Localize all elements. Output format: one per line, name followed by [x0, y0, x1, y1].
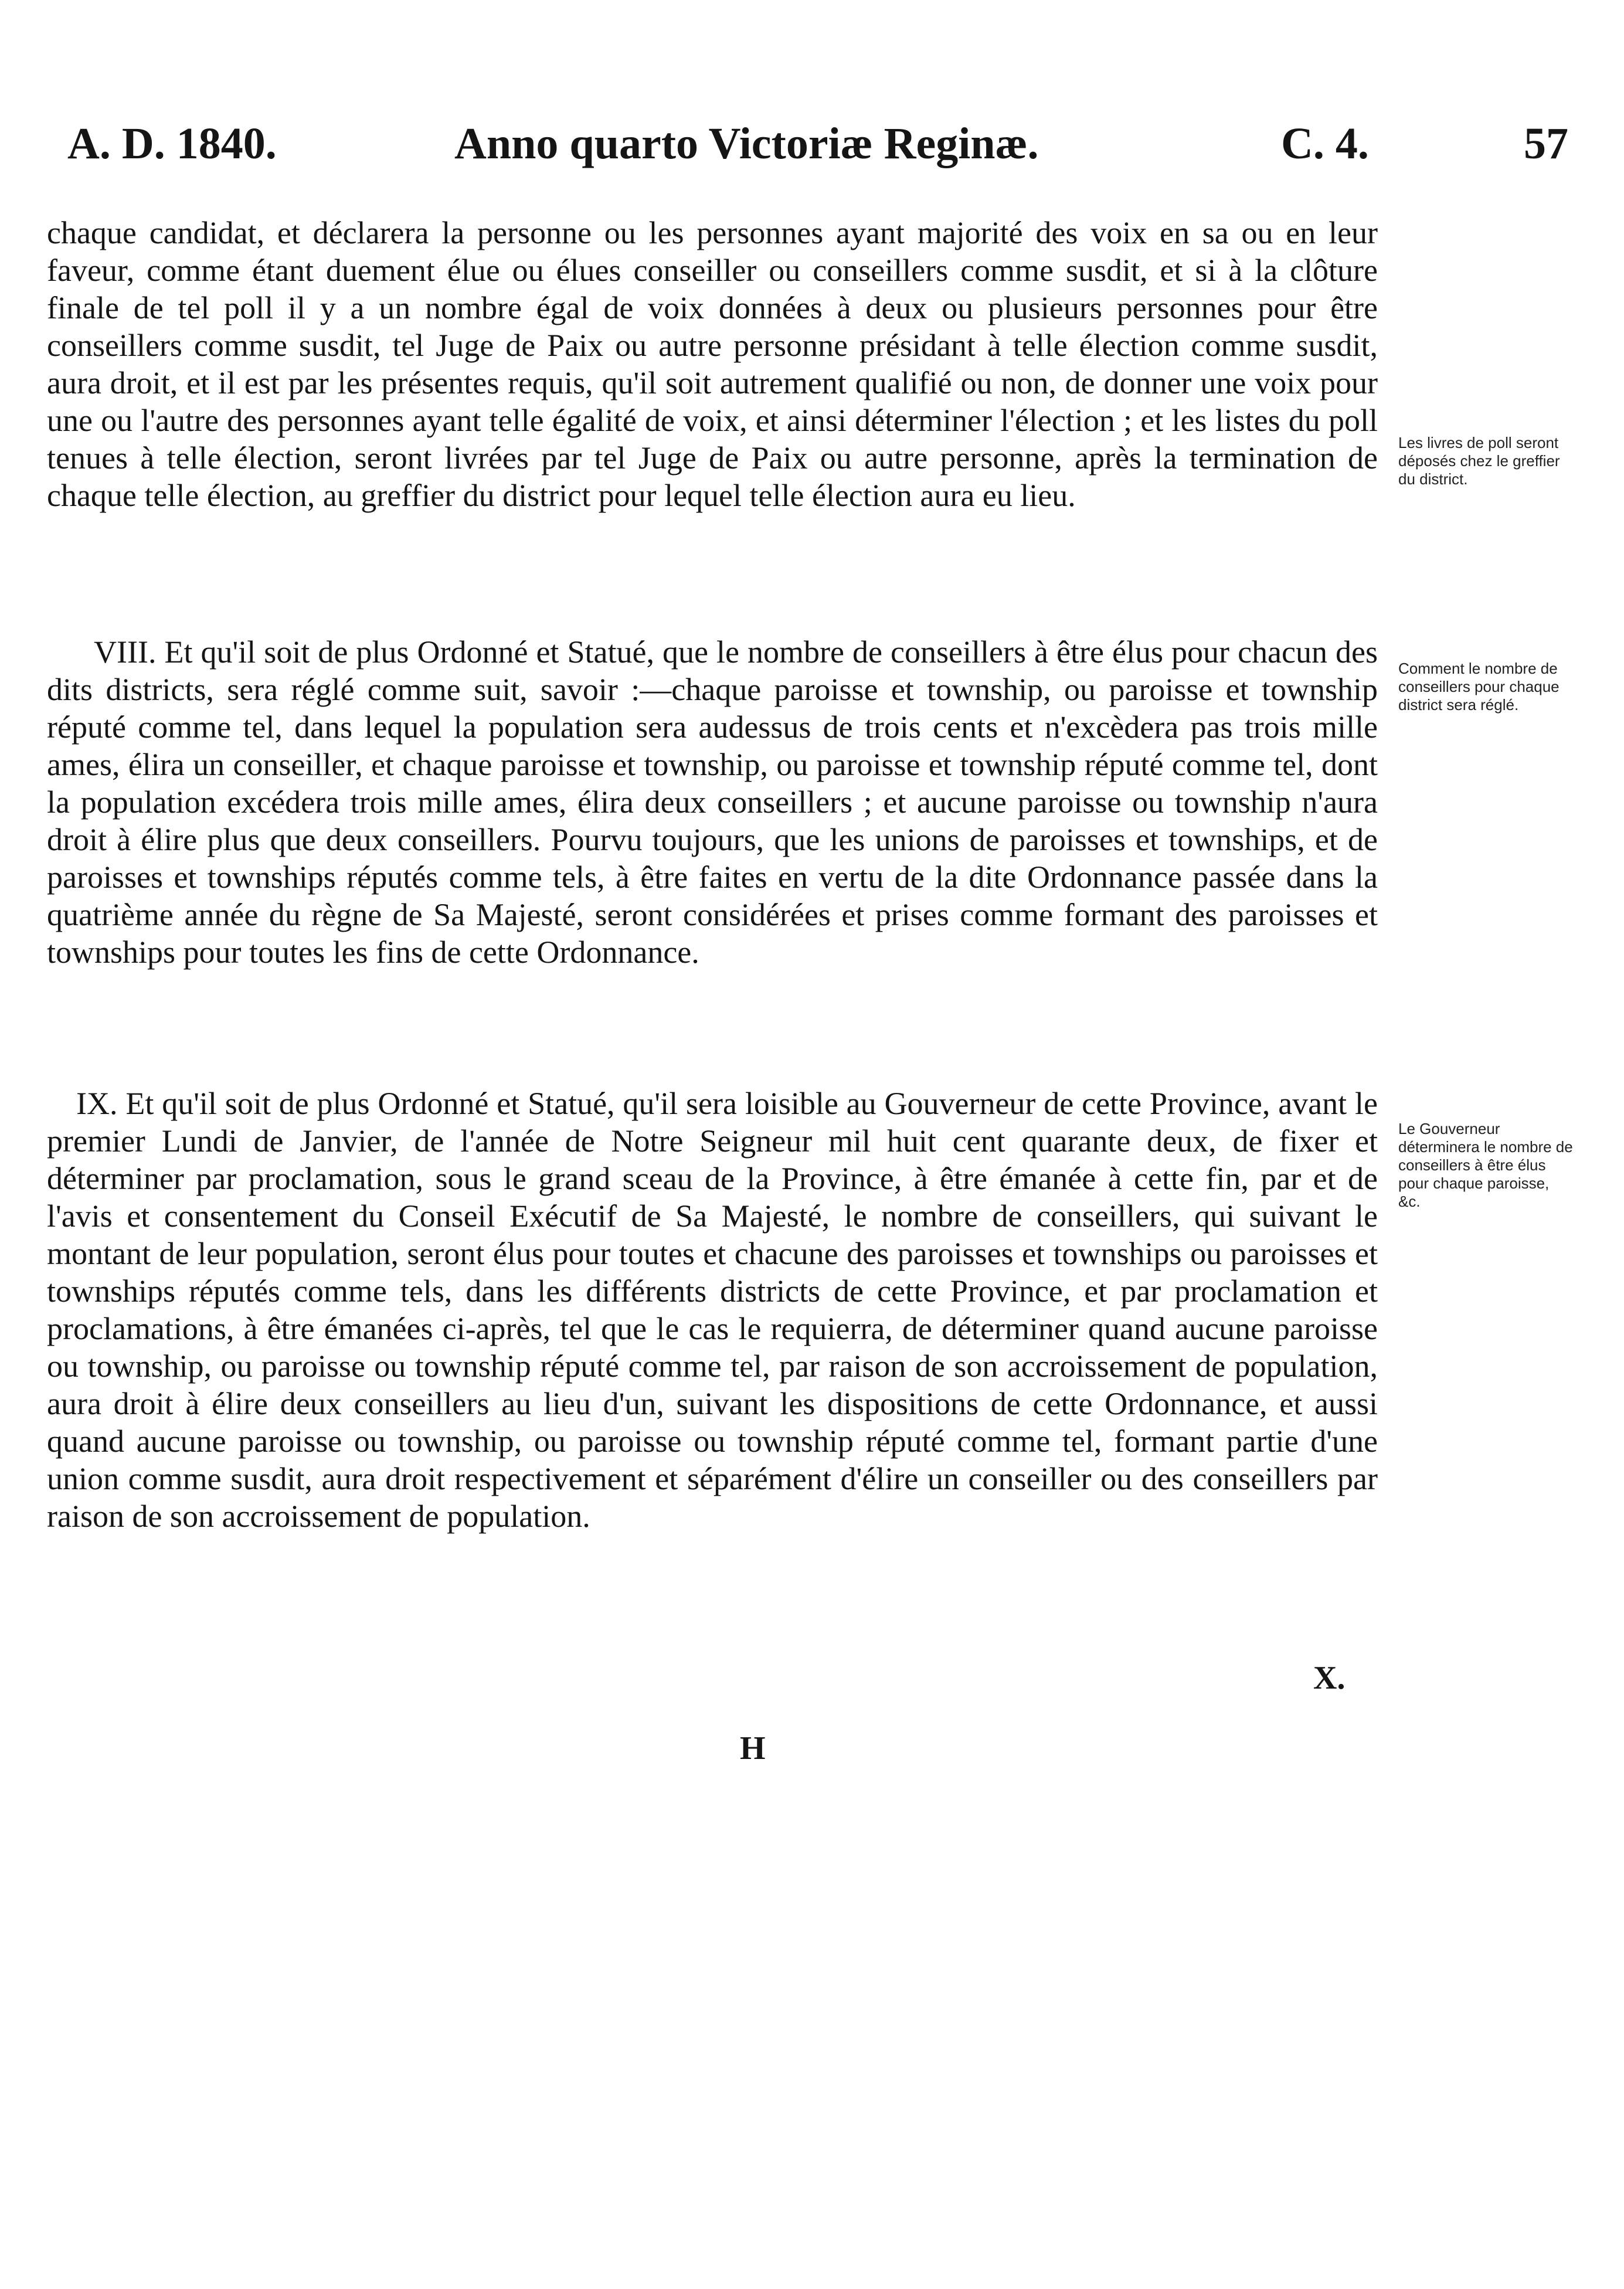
paragraph-continuation: chaque candidat, et déclarera la personne ou les personnes ayant majorité des voix en sa ou en leur faveur, comme étant duement élue ou élues conseiller ou conseillers comme susdit, et si à la clôture finale de tel poll il y a un nombre égal de voix données à deux ou plusieurs personnes pour être conseillers comme susdit, tel Juge de Paix ou autre personne présidant à telle élection comme susdit, aura droit, et il est par les présentes requis, qu'il soit autrement qualifié ou non, de donner une voix pour une ou l'autre des personnes ayant telle égalité de voix, et ainsi déterminer l'élection ; et les listes du poll tenues à telle élection, seront livrées par tel Juge de Paix ou autre personne, après la termination de chaque telle élection, au greffier du district pour lequel telle élection aura eu lieu.	[47, 215, 1378, 513]
page-number: 57	[1524, 119, 1568, 168]
margin-note-number-of-councillors: Comment le nombre de conseillers pour chaque district sera réglé.	[1398, 660, 1560, 714]
header-chapter: C. 4.	[1281, 119, 1369, 168]
margin-note-poll-books: Les livres de poll seront déposés chez le greffier du district.	[1398, 434, 1560, 488]
running-header	[67, 111, 1568, 176]
catchword: X.	[1313, 1660, 1346, 1696]
signature-mark: H	[740, 1730, 766, 1767]
margin-note-governor: Le Gouverneur déterminera le nombre de conseillers à être élus pour chaque paroisse, &c.	[1398, 1120, 1573, 1210]
paragraph-section-viii: VIII. Et qu'il soit de plus Ordonné et Statué, que le nombre de conseillers à être élus pour chacun des dits districts, sera réglé comme suit, savoir :—chaque paroisse et township, ou paroisse et township réputé comme tel, dans lequel la population sera audessus de trois cents et n'excèdera pas trois mille ames, élira un conseiller, et chaque paroisse et township, ou paroisse et township réputé comme tel, dont la population excédera trois mille ames, élira deux conseillers ; et aucune paroisse ou township n'aura droit à élire plus que deux conseillers. Pourvu toujours, que les unions de paroisses et townships, et de paroisses et townships réputés comme tels, à être faites en vertu de la dite Ordonnance passée dans la quatrième année du règne de Sa Majesté, seront considérées et prises comme formant des paroisses et townships pour toutes les fins de cette Ordonnance.	[47, 634, 1378, 970]
paragraph-section-ix: IX. Et qu'il soit de plus Ordonné et Statué, qu'il sera loisible au Gouverneur de cette Province, avant le premier Lundi de Janvier, de l'année de Notre Seigneur mil huit cent quarante deux, de fixer et déterminer par proclamation, sous le grand sceau de la Province, à être émanée à cette fin, par et de l'avis et consentement du Conseil Exécutif de Sa Majesté, le nombre de conseillers, qui suivant le montant de leur population, seront élus pour toutes et chacune des paroisses et townships ou paroisses et townships réputés comme tels, dans les différents districts de cette Province, et par proclamation et proclamations, à être émanées ci-après, tel que le cas le requierra, de déterminer quand aucune paroisse ou township, ou paroisse ou township réputé comme tel, par raison de son accroissement de population, aura droit à élire deux conseillers au lieu d'un, suivant les dispositions de cette Ordonnance, et aussi quand aucune paroisse ou township, ou paroisse ou township réputé comme tel, formant partie d'une union comme susdit, aura droit respectivement et séparément d'élire un conseiller ou des conseillers par raison de son accroissement de population.	[47, 1086, 1378, 1534]
header-year: A. D. 1840.	[67, 119, 277, 168]
header-title: Anno quarto Victoriæ Reginæ.	[454, 119, 1039, 168]
